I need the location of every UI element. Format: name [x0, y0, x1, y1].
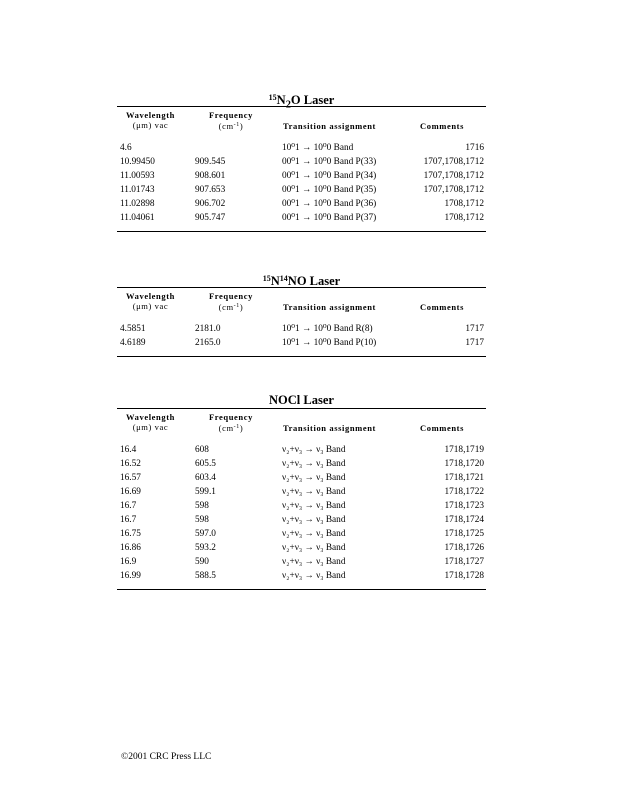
table-row	[117, 211, 486, 225]
cell-wavelength: 16.99	[120, 571, 141, 581]
cell-frequency: 908.601	[195, 171, 226, 181]
cell-transition: 00⁰1 → 10⁰0 Band P(34)	[282, 171, 377, 181]
table-body	[117, 131, 486, 231]
cell-frequency: 590	[195, 557, 209, 567]
table-title	[117, 271, 486, 287]
cell-frequency: 2165.0	[195, 338, 221, 348]
cell-comments: 1718,1725	[444, 529, 484, 539]
title-part: O Laser	[290, 93, 335, 107]
cell-comments: 1707,1708,1712	[423, 171, 484, 181]
table-nno-laser	[117, 271, 486, 357]
header-transition: Transition assignment	[283, 121, 376, 131]
cell-comments: 1718,1719	[444, 445, 484, 455]
header-frequency: Frequency $(cm^{-1})$	[209, 412, 253, 433]
cell-wavelength: 4.6	[120, 143, 132, 153]
header-comments: Comments	[420, 121, 464, 131]
table-row	[117, 141, 486, 155]
cell-transition: ν₂+ν₃ → ν₃ Band	[282, 459, 346, 469]
cell-frequency: 593.2	[195, 543, 216, 553]
cell-comments: 1718,1727	[444, 557, 484, 567]
cell-frequency: 603.4	[195, 473, 216, 483]
cell-comments: 1716	[465, 143, 484, 153]
table-row	[117, 443, 486, 457]
table-row	[117, 169, 486, 183]
cell-wavelength: 16.52	[120, 459, 141, 469]
cell-frequency: 907.653	[195, 185, 226, 195]
cell-comments: 1707,1708,1712	[423, 185, 484, 195]
table-body	[117, 433, 486, 589]
header-comments: Comments	[420, 423, 464, 433]
title-part: NO Laser	[287, 274, 341, 288]
cell-transition: 10⁰1 → 10⁰0 Band	[282, 143, 354, 153]
header-wavelength: Wavelength (μm) vac	[126, 110, 175, 130]
cell-comments: 1708,1712	[444, 199, 484, 209]
title-part: N	[276, 93, 286, 107]
cell-frequency: 605.5	[195, 459, 216, 469]
cell-transition: 00⁰1 → 10⁰0 Band P(36)	[282, 199, 377, 209]
title-part: 15	[262, 274, 271, 283]
cell-transition: ν₂+ν₃ → ν₃ Band	[282, 543, 346, 553]
cell-transition: 10⁰1 → 10⁰0 Band R(8)	[282, 324, 373, 334]
cell-wavelength: 4.5851	[120, 324, 146, 334]
cell-wavelength: 11.00593	[120, 171, 155, 181]
bottom-rule	[117, 231, 486, 232]
table-row	[117, 555, 486, 569]
table-row	[117, 197, 486, 211]
cell-wavelength: 16.7	[120, 501, 137, 511]
cell-transition: ν₂+ν₃ → ν₃ Band	[282, 571, 346, 581]
table-row	[117, 336, 486, 350]
table-row	[117, 155, 486, 169]
header-frequency: Frequency $(cm^{-1})$	[209, 291, 253, 312]
table-nocl-laser	[117, 392, 486, 590]
cell-frequency: 905.747	[195, 213, 226, 223]
cell-comments: 1718,1728	[444, 571, 484, 581]
bottom-rule	[117, 589, 486, 590]
cell-transition: 10⁰1 → 10⁰0 Band P(10)	[282, 338, 377, 348]
cell-wavelength: 16.86	[120, 543, 141, 553]
table-n2o-laser	[117, 90, 486, 232]
copyright-footer: ©2001 CRC Press LLC	[121, 752, 212, 762]
cell-comments: 1718,1721	[444, 473, 484, 483]
table-row	[117, 569, 486, 583]
cell-wavelength: 10.99450	[120, 157, 155, 167]
title-part: N	[270, 274, 280, 288]
cell-comments: 1718,1724	[444, 515, 484, 525]
cell-frequency: 909.545	[195, 157, 226, 167]
cell-wavelength: 11.01743	[120, 185, 155, 195]
title-part: 14	[279, 274, 288, 283]
cell-wavelength: 16.7	[120, 515, 137, 525]
table-row	[117, 513, 486, 527]
cell-comments: 1717	[465, 324, 484, 334]
cell-frequency: 906.702	[195, 199, 226, 209]
cell-transition: 00⁰1 → 10⁰0 Band P(33)	[282, 157, 377, 167]
table-title	[117, 90, 486, 111]
cell-transition: ν₂+ν₃ → ν₃ Band	[282, 529, 346, 539]
cell-transition: ν₂+ν₃ → ν₃ Band	[282, 501, 346, 511]
header-transition: Transition assignment	[283, 423, 376, 433]
table-body	[117, 312, 486, 356]
cell-wavelength: 16.69	[120, 487, 141, 497]
table-row	[117, 485, 486, 499]
cell-transition: ν₂+ν₃ → ν₃ Band	[282, 557, 346, 567]
cell-wavelength: 4.6189	[120, 338, 146, 348]
cell-comments: 1718,1722	[444, 487, 484, 497]
table-row	[117, 183, 486, 197]
cell-wavelength: 11.04061	[120, 213, 155, 223]
table-row	[117, 499, 486, 513]
bottom-rule	[117, 356, 486, 357]
cell-transition: ν₂+ν₃ → ν₃ Band	[282, 473, 346, 483]
title-part: 15	[268, 93, 277, 102]
cell-transition: ν₂+ν₃ → ν₃ Band	[282, 487, 346, 497]
cell-comments: 1708,1712	[444, 213, 484, 223]
cell-transition: 00⁰1 → 10⁰0 Band P(37)	[282, 213, 377, 223]
cell-wavelength: 16.4	[120, 445, 137, 455]
cell-comments: 1718,1720	[444, 459, 484, 469]
column-headers	[117, 107, 486, 131]
header-wavelength: Wavelength (μm) vac	[126, 291, 175, 311]
cell-comments: 1718,1726	[444, 543, 484, 553]
header-comments: Comments	[420, 302, 464, 312]
table-row	[117, 322, 486, 336]
cell-frequency: 597.0	[195, 529, 216, 539]
cell-frequency: 2181.0	[195, 324, 221, 334]
cell-transition: ν₂+ν₃ → ν₃ Band	[282, 515, 346, 525]
cell-frequency: 608	[195, 445, 209, 455]
header-transition: Transition assignment	[283, 302, 376, 312]
table-row	[117, 457, 486, 471]
cell-frequency: 598	[195, 515, 209, 525]
cell-wavelength: 11.02898	[120, 199, 155, 209]
cell-transition: ν₂+ν₃ → ν₃ Band	[282, 445, 346, 455]
column-headers	[117, 288, 486, 312]
cell-comments: 1707,1708,1712	[423, 157, 484, 167]
title-part: 2	[285, 99, 291, 111]
cell-frequency: 588.5	[195, 571, 216, 581]
table-row	[117, 527, 486, 541]
column-headers	[117, 409, 486, 433]
header-wavelength: Wavelength (μm) vac	[126, 412, 175, 432]
table-row	[117, 541, 486, 555]
table-row	[117, 471, 486, 485]
cell-frequency: 598	[195, 501, 209, 511]
cell-transition: 00⁰1 → 10⁰0 Band P(35)	[282, 185, 377, 195]
cell-wavelength: 16.9	[120, 557, 137, 567]
cell-wavelength: 16.75	[120, 529, 141, 539]
cell-frequency: 599.1	[195, 487, 216, 497]
cell-comments: 1718,1723	[444, 501, 484, 511]
cell-wavelength: 16.57	[120, 473, 141, 483]
table-title	[117, 392, 486, 408]
cell-comments: 1717	[465, 338, 484, 348]
header-frequency: Frequency $(cm^{-1})$	[209, 110, 253, 131]
title-part: NOCl Laser	[269, 393, 334, 407]
